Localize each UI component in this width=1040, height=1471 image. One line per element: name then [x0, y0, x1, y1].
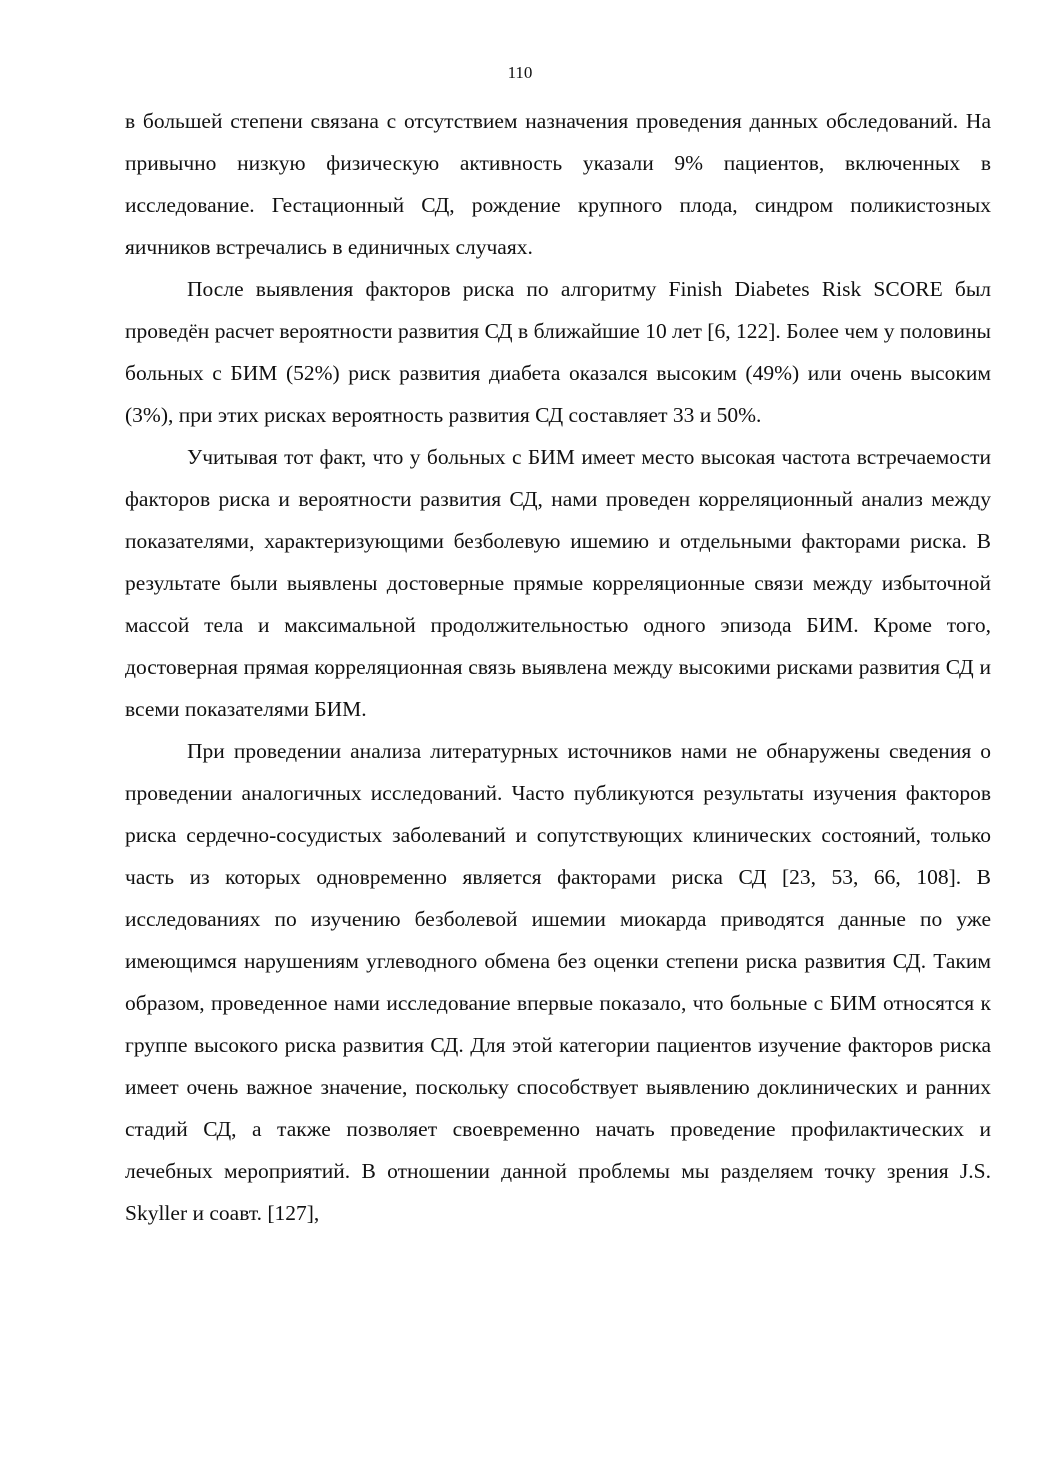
paragraph-risk-score: После выявления факторов риска по алгоритму Finish Diabetes Risk SCORE был проведён расчет вероятности развития СД в ближайшие 10 лет [6, 122]. Более чем у половины больных с БИМ (52%) риск развития диабета оказался высоким (49%) или очень высоким (3%), при этих рисках вероятность развития СД составляет 33 и 50%. [125, 277, 991, 427]
paragraph-continuation: в большей степени связана с отсутствием назначения проведения данных обследований. На привычно низкую физическую активность указали 9% пациентов, включенных в исследование. Гестационный СД, рождение крупного плода, синдром поликистозных яичников встречались в единичных случаях. [125, 109, 991, 259]
text-body [125, 100, 991, 1234]
page-number: 110 [507, 63, 533, 82]
paragraph-correlation-analysis: Учитывая тот факт, что у больных с БИМ имеет место высокая частота встречаемости факторов риска и вероятности развития СД, нами проведен корреляционный анализ между показателями, характеризующими безболевую ишемию и отдельными факторами риска. В результате были выявлены достоверные прямые корреляционные связи между избыточной массой тела и максимальной продолжительностью одного эпизода БИМ. Кроме того, достоверная прямая корреляционная связь выявлена между высокими рисками развития СД и всеми показателями БИМ. [125, 445, 991, 721]
paragraph-literature-analysis: При проведении анализа литературных источников нами не обнаружены сведения о проведении аналогичных исследований. Часто публикуются результаты изучения факторов риска сердечно-сосудистых заболеваний и сопутствующих клинических состояний, только часть из которых одновременно является факторами риска СД [23, 53, 66, 108]. В исследованиях по изучению безболевой ишемии миокарда приводятся данные по уже имеющимся нарушениям углеводного обмена без оценки степени риска развития СД. Таким образом, проведенное нами исследование впервые показало, что больные с БИМ относятся к группе высокого риска развития СД. Для этой категории пациентов изучение факторов риска имеет очень важное значение, поскольку способствует выявлению доклинических и ранних стадий СД, а также позволяет своевременно начать проведение профилактических и лечебных мероприятий. В отношении данной проблемы мы разделяем точку зрения J.S. Skyller и соавт. [127], [125, 739, 991, 1225]
